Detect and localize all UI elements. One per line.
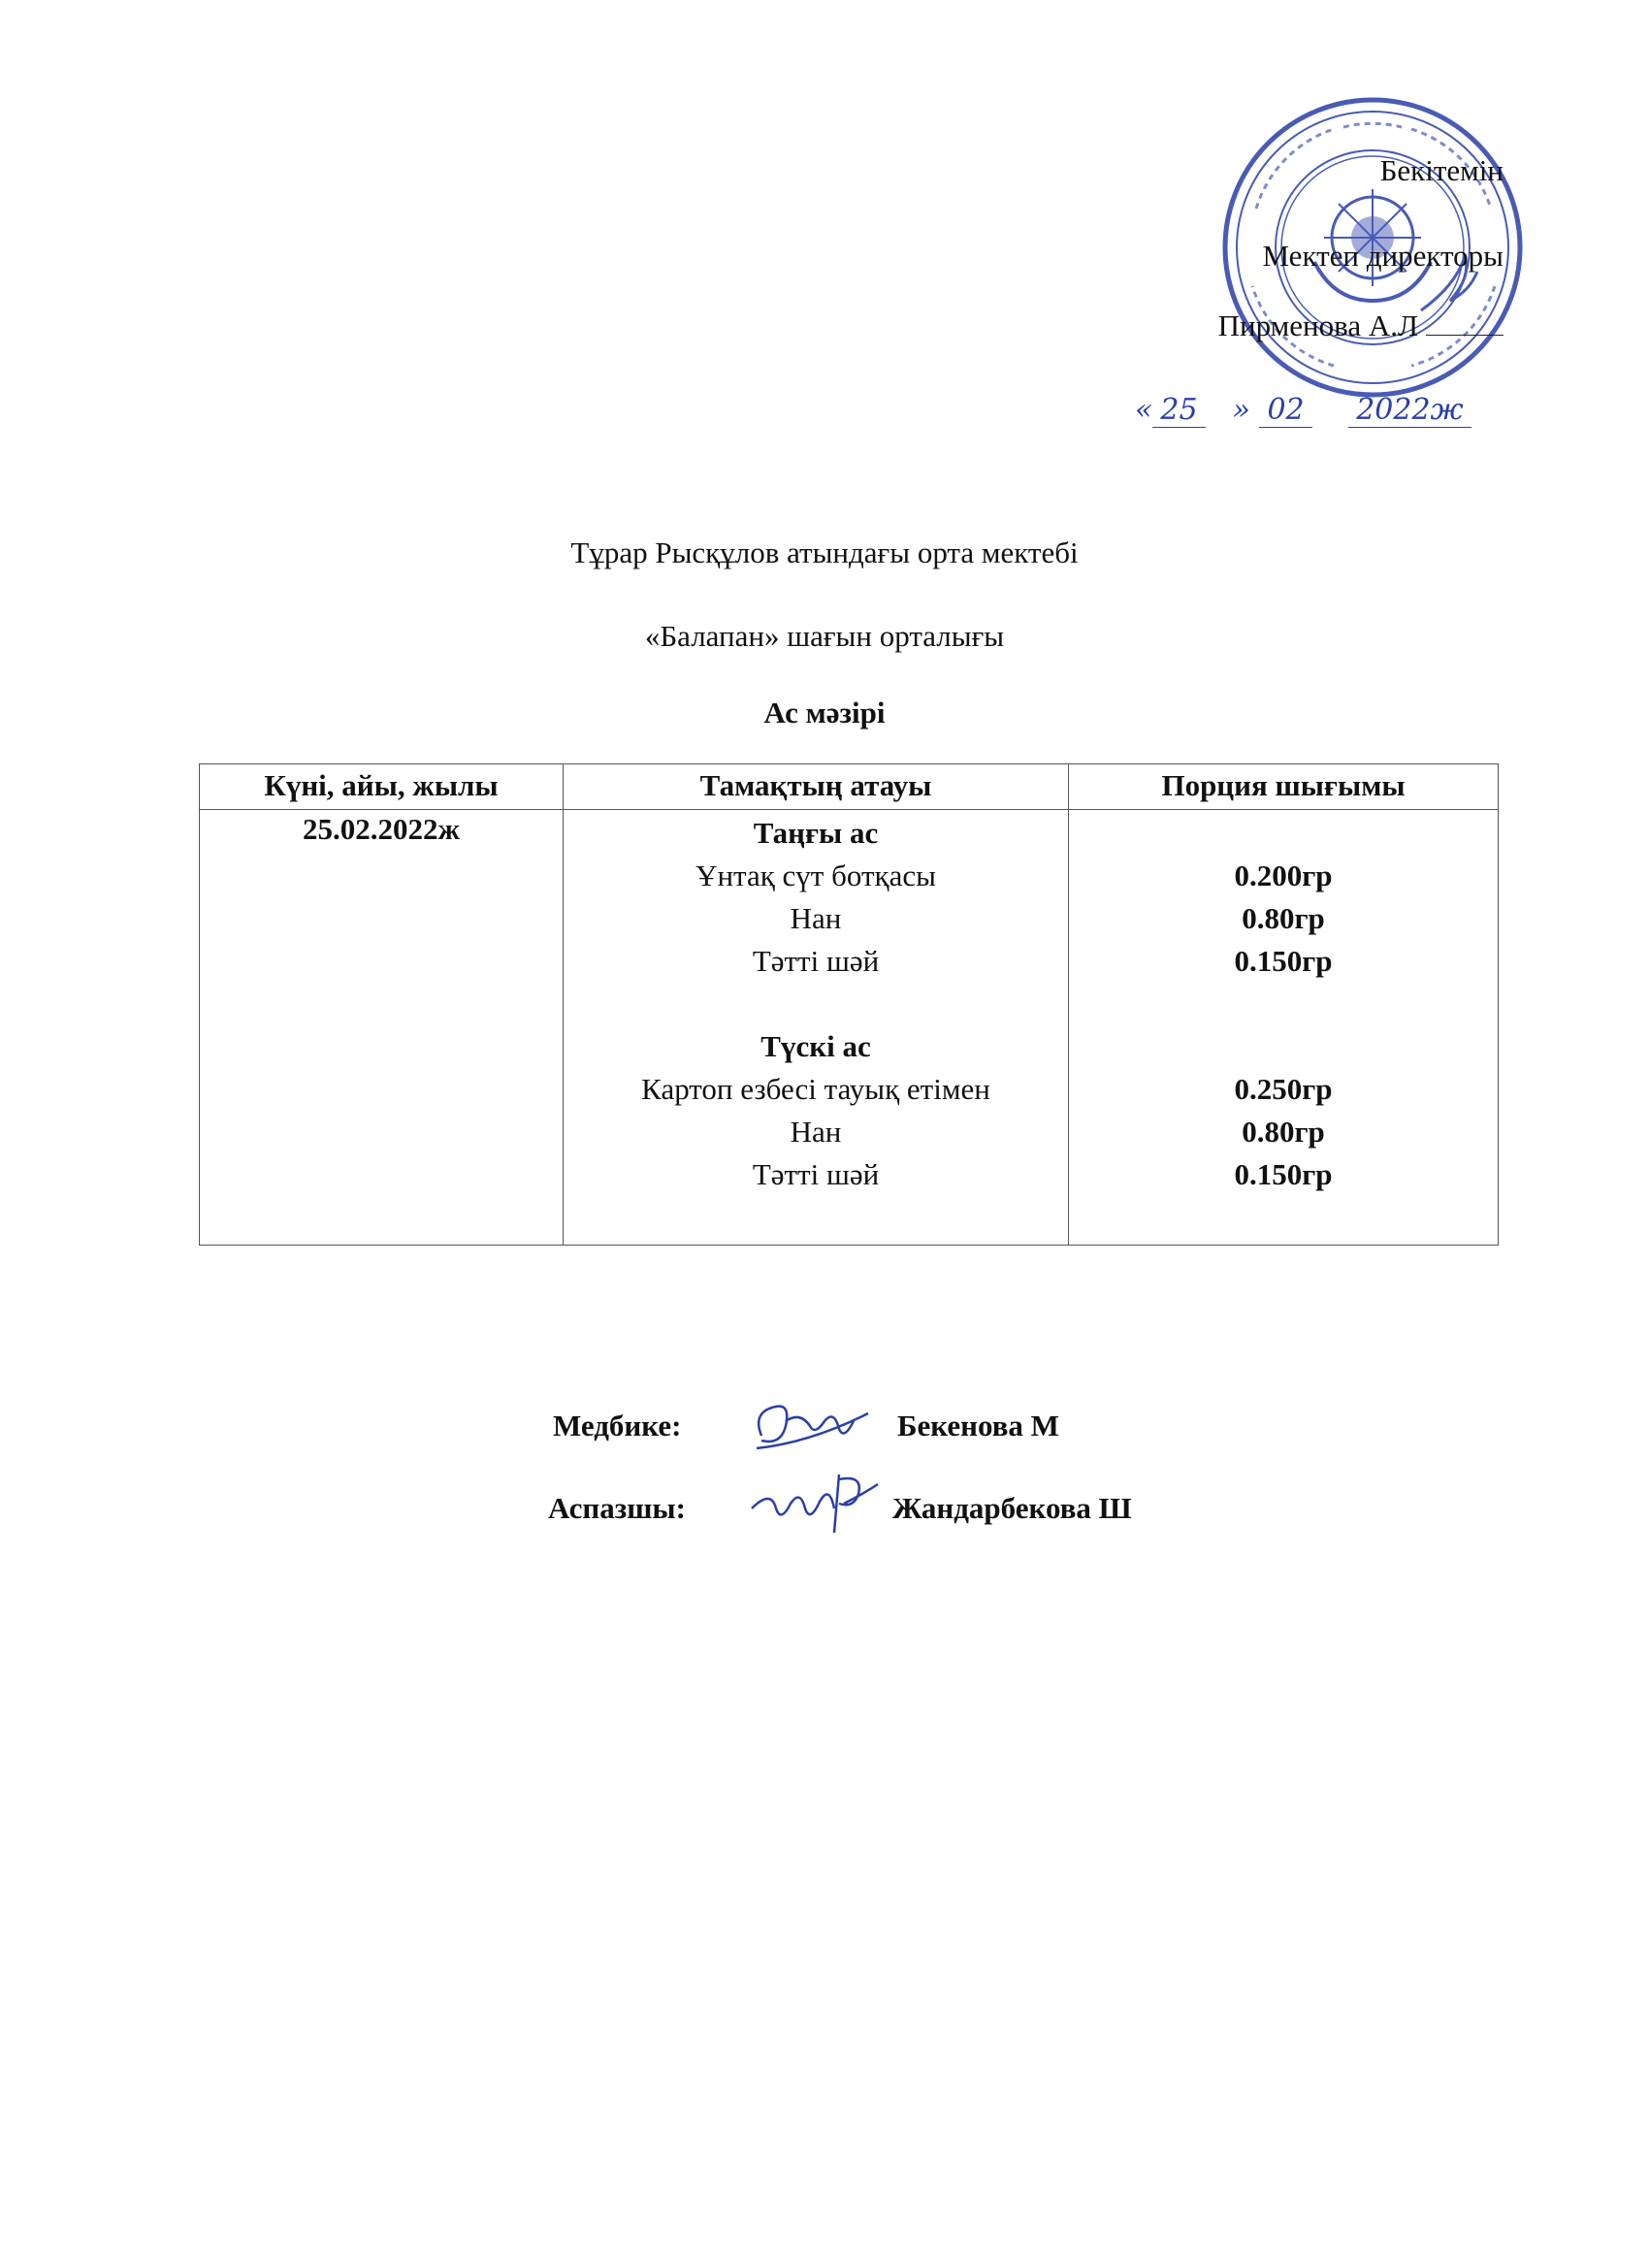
- portion-item: 0.250гр: [1234, 1072, 1333, 1106]
- spacer: [1070, 983, 1497, 1025]
- date-day: 25: [1152, 393, 1205, 428]
- spacer: [1070, 1025, 1497, 1068]
- school-name: Тұрар Рысқұлов атындағы орта мектебі: [570, 535, 1079, 569]
- dish-item: Нан: [790, 901, 842, 935]
- cook-label: Аспазшы:: [548, 1491, 686, 1525]
- date-month: 02: [1259, 393, 1311, 428]
- meal-heading-breakfast: Таңғы ас: [753, 816, 879, 850]
- spacer: [565, 983, 1067, 1025]
- date-year: 2022ж: [1348, 393, 1471, 428]
- dish-item: Нан: [790, 1115, 842, 1149]
- column-header-dish: Тамақтың атауы: [564, 764, 1069, 810]
- portion-item: 0.80гр: [1242, 1115, 1325, 1149]
- approval-role: Мектеп директоры: [1262, 239, 1504, 273]
- dish-item: Картоп езбесі тауық етімен: [641, 1072, 990, 1106]
- column-header-date: Күні, айы, жылы: [200, 764, 564, 810]
- page-title: Ас мәзірі: [763, 696, 886, 729]
- center-name: «Балапан» шағын орталығы: [644, 619, 1005, 653]
- cook-signature-icon: [747, 1465, 883, 1542]
- table-header-row: [200, 764, 1499, 810]
- meal-heading-lunch: Түскі ас: [760, 1029, 871, 1063]
- dish-item: Тәтті шәй: [752, 944, 880, 978]
- nurse-label: Медбике:: [553, 1409, 682, 1442]
- nurse-signature-icon: [742, 1392, 878, 1460]
- menu-table: [199, 763, 1499, 1246]
- dish-item: Тәтті шәй: [752, 1157, 880, 1191]
- portion-item: 0.200гр: [1234, 859, 1333, 892]
- approval-name: [1218, 310, 1504, 340]
- portion-cell: [1069, 810, 1499, 1246]
- date-close-quote: »: [1232, 393, 1250, 427]
- dish-cell: [564, 810, 1069, 1246]
- portion-item: 0.80гр: [1242, 901, 1325, 935]
- dish-item: Ұнтақ сүт ботқасы: [695, 859, 936, 892]
- signature-line: [1426, 335, 1504, 336]
- portion-item: 0.150гр: [1234, 1157, 1333, 1191]
- date-cell: 25.02.2022ж: [200, 810, 564, 1246]
- approver-name: Пирменова А.Л: [1217, 308, 1418, 342]
- table-row: [200, 810, 1499, 1246]
- date-open-quote: «: [1135, 393, 1153, 427]
- approval-date: [1135, 393, 1499, 428]
- portion-item: 0.150гр: [1234, 944, 1333, 978]
- column-header-portion: Порция шығымы: [1069, 764, 1499, 810]
- approval-title: Бекітемін: [1379, 153, 1504, 187]
- nurse-name: Бекенова М: [897, 1409, 1059, 1442]
- cook-name: Жандарбекова Ш: [892, 1491, 1132, 1525]
